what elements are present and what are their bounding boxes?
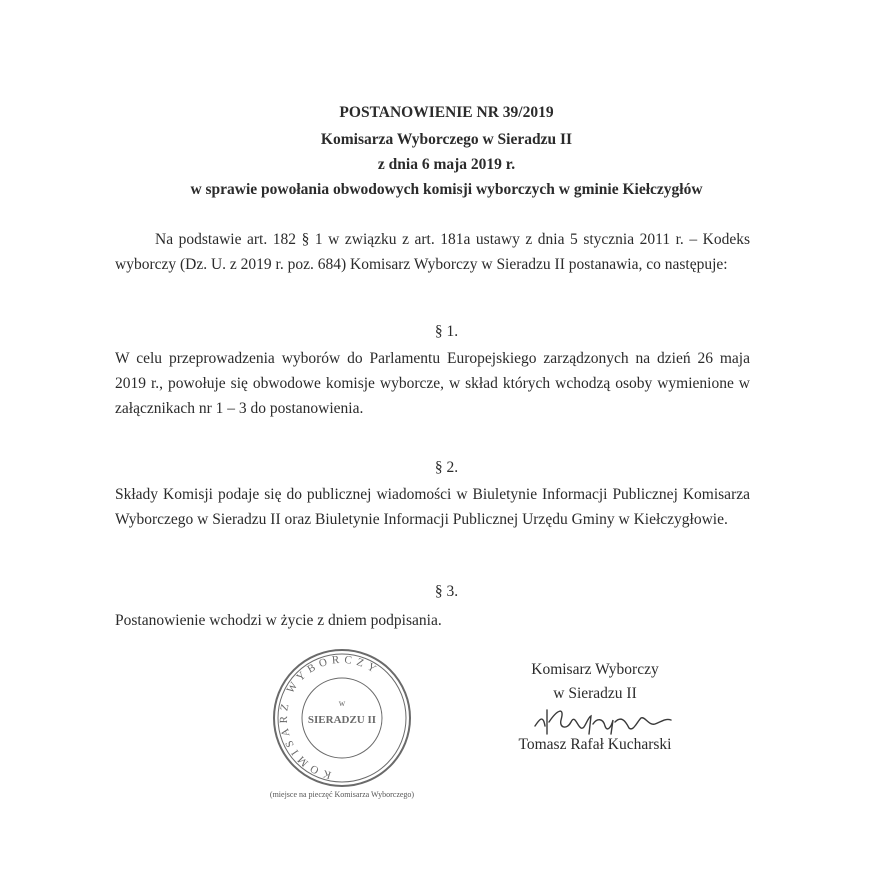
signatory-role: Komisarz Wyborczy (531, 661, 659, 678)
section-mark-3: § 3. (434, 583, 459, 600)
signatory-place: w Sieradzu II (553, 685, 637, 702)
section-text-3: Postanowienie wchodzi w życie z dniem podpisania. (115, 612, 442, 629)
official-stamp (262, 648, 422, 793)
document-subject: w sprawie powołania obwodowych komisji wyborczych w gminie Kiełczygłów (190, 181, 703, 198)
issue-date: z dnia 6 maja 2019 r. (377, 156, 516, 173)
section-mark-2: § 2. (434, 459, 459, 476)
legal-basis-paragraph: Na podstawie art. 182 § 1 w związku z art. 181a ustawy z dnia 5 stycznia 2011 r. – Kodeks wyborczy (Dz. U. z 2019 r. poz. 684) Komisarz Wyborczy w Sieradzu II postanawia, co następuje: (115, 231, 750, 273)
issuing-authority: Komisarza Wyborczego w Sieradzu II (320, 131, 573, 148)
stamp-center-text: SIERADZU II (307, 714, 377, 726)
section-text-1: W celu przeprowadzenia wyborów do Parlamentu Europejskiego zarządzonych na dzień 26 maja 2019 r., powołuje się obwodowe komisje wyborcze, w skład których wchodzą osoby wymienione w załącznikach nr 1 – 3 do postanowienia. (115, 350, 750, 417)
stamp-caption: (miejsce na pieczęć Komisarza Wyborczego) (269, 790, 415, 799)
document-title: POSTANOWIENIE NR 39/2019 (339, 104, 554, 121)
section-mark-1: § 1. (434, 323, 459, 340)
signatory-name: Tomasz Rafał Kucharski (518, 736, 672, 753)
stamp-ring-text: KOMISARZ WYBORCZY (277, 653, 382, 781)
stamp-center-small: w (338, 698, 346, 708)
section-text-2: Składy Komisji podaje się do publicznej wiadomości w Biuletynie Informacji Publicznej Komisarza Wyborczego w Sieradzu II oraz Biuletynie Informacji Publicznej Urzędu Gminy w Kiełczygłowie. (115, 486, 750, 528)
